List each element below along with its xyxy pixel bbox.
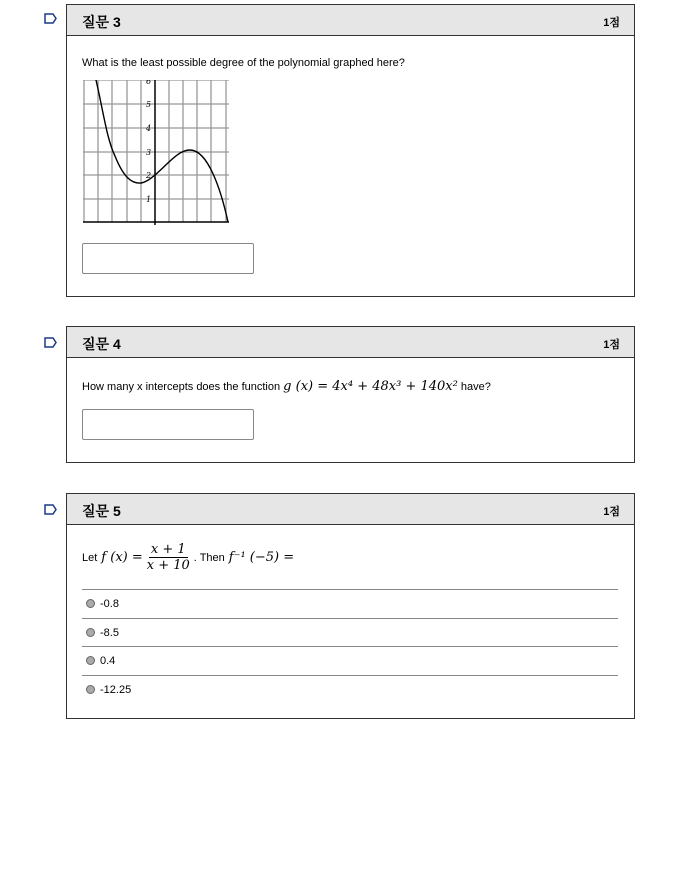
svg-text:3: 3	[146, 148, 152, 157]
question-title: 질문 5	[82, 503, 121, 519]
option[interactable]: -8.5	[82, 618, 618, 647]
flag-icon[interactable]	[44, 337, 57, 348]
radio-button[interactable]	[86, 628, 95, 637]
answer-input[interactable]	[82, 243, 254, 274]
question-title: 질문 3	[82, 14, 121, 30]
flag-icon[interactable]	[44, 504, 57, 515]
svg-text:4: 4	[146, 124, 152, 133]
polynomial-graph	[83, 80, 231, 226]
radio-button[interactable]	[86, 685, 95, 694]
question-text: What is the least possible degree of the polynomial graphed here?	[82, 57, 405, 69]
question-points: 1점	[603, 506, 620, 518]
answer-input[interactable]	[82, 409, 254, 440]
question-3	[66, 4, 635, 297]
fraction: $\frac{x + 1}{x + 10}$	[146, 542, 190, 573]
option[interactable]: -0.8	[82, 589, 618, 618]
option[interactable]: 0.4	[82, 646, 618, 675]
question-points: 1점	[603, 339, 620, 351]
question-text: How many x intercepts does the function g (x) = 4x⁴ + 48x³ + 140x² have?	[82, 379, 491, 394]
question-text: Let f (x) = $\frac{x + 1}{x + 10}$ . Then f⁻¹ (−5) =	[82, 542, 295, 573]
question-4	[66, 326, 635, 463]
question-header	[67, 5, 634, 36]
svg-text:6: 6	[146, 80, 152, 86]
svg-text:1: 1	[146, 195, 152, 204]
question-header	[67, 494, 634, 525]
svg-text:2: 2	[146, 171, 152, 180]
radio-button[interactable]	[86, 656, 95, 665]
svg-text:5: 5	[146, 100, 152, 109]
flag-icon[interactable]	[44, 13, 57, 24]
question-title: 질문 4	[82, 336, 121, 352]
question-header	[67, 327, 634, 358]
question-points: 1점	[603, 17, 620, 29]
radio-button[interactable]	[86, 599, 95, 608]
question-5	[66, 493, 635, 719]
option[interactable]: -12.25	[82, 675, 618, 704]
